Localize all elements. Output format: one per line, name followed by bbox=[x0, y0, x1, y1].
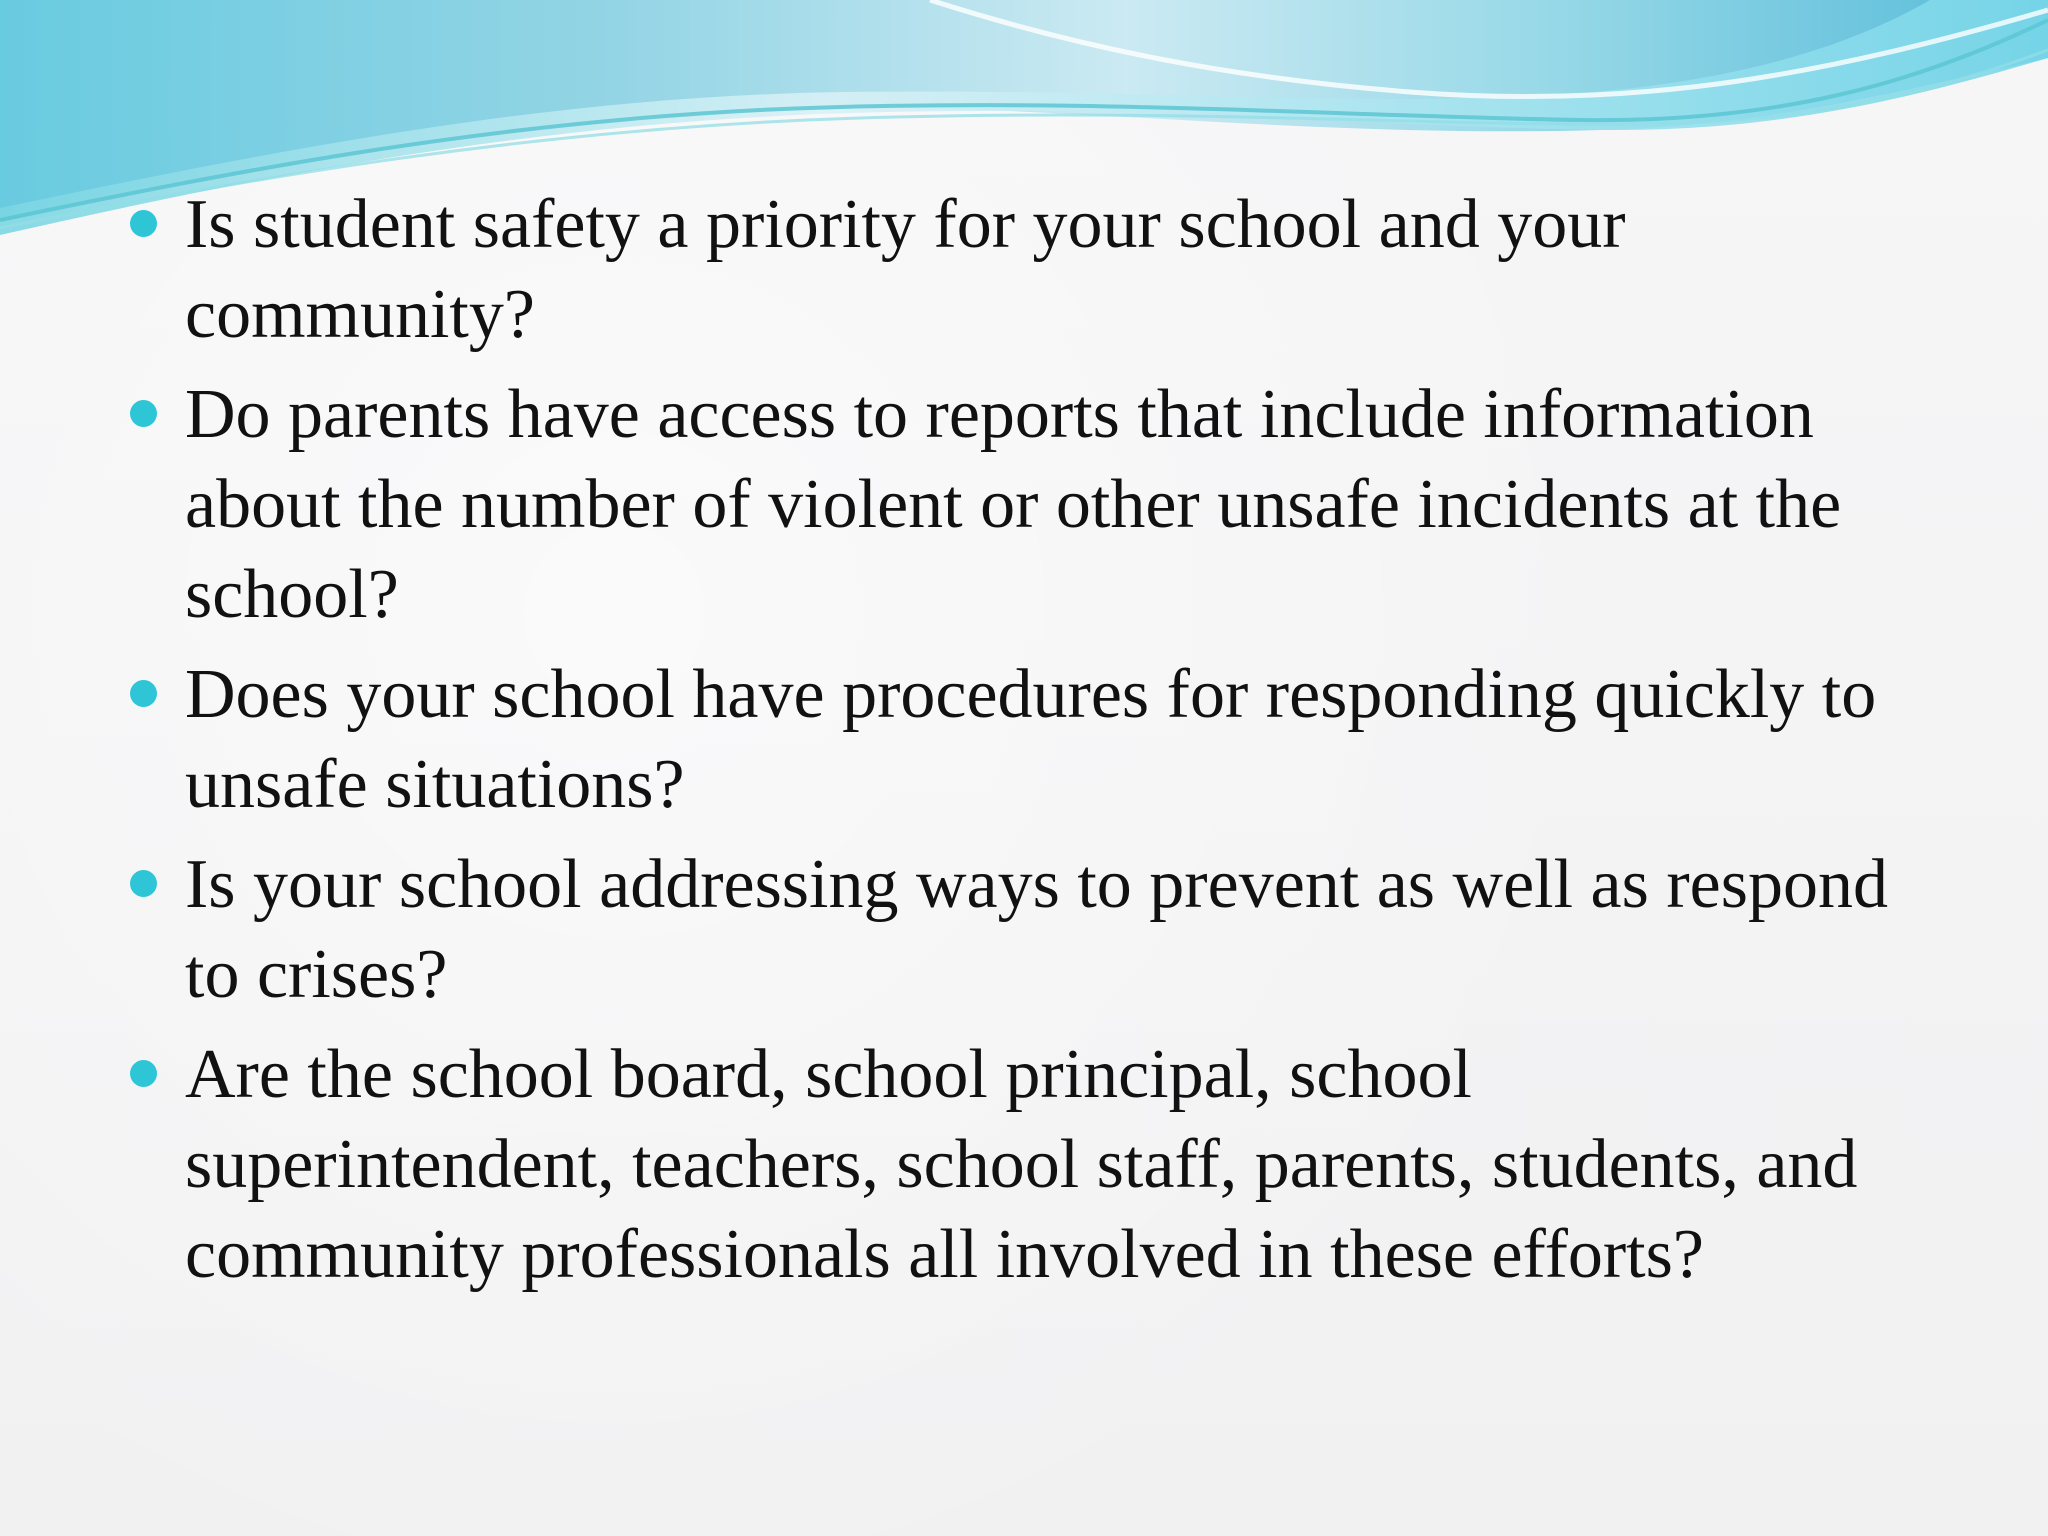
bullet-text-5: Are the school board, school principal, school superintendent, teachers, school staff, parents, students, and community professionals all involved in these efforts? bbox=[185, 1036, 1858, 1293]
bullet-icon bbox=[130, 1060, 157, 1087]
bullet-list bbox=[126, 180, 1916, 1300]
bullet-item-4 bbox=[126, 840, 1916, 1020]
bullet-text-1: Is student safety a priority for your school and your community? bbox=[185, 186, 1626, 353]
bullet-content bbox=[126, 180, 1916, 1310]
bullet-text-3: Does your school have procedures for responding quickly to unsafe situations? bbox=[185, 656, 1877, 823]
bullet-icon bbox=[130, 210, 157, 237]
bullet-text-2: Do parents have access to reports that include information about the number of violent or other unsafe incidents at the school? bbox=[185, 376, 1842, 633]
bullet-item-5 bbox=[126, 1030, 1916, 1300]
bullet-icon bbox=[130, 680, 157, 707]
bullet-item-3 bbox=[126, 650, 1916, 830]
bullet-item-1 bbox=[126, 180, 1916, 360]
bullet-item-2 bbox=[126, 370, 1916, 640]
bullet-icon bbox=[130, 870, 157, 897]
bullet-text-4: Is your school addressing ways to prevent as well as respond to crises? bbox=[185, 846, 1888, 1013]
bullet-icon bbox=[130, 400, 157, 427]
